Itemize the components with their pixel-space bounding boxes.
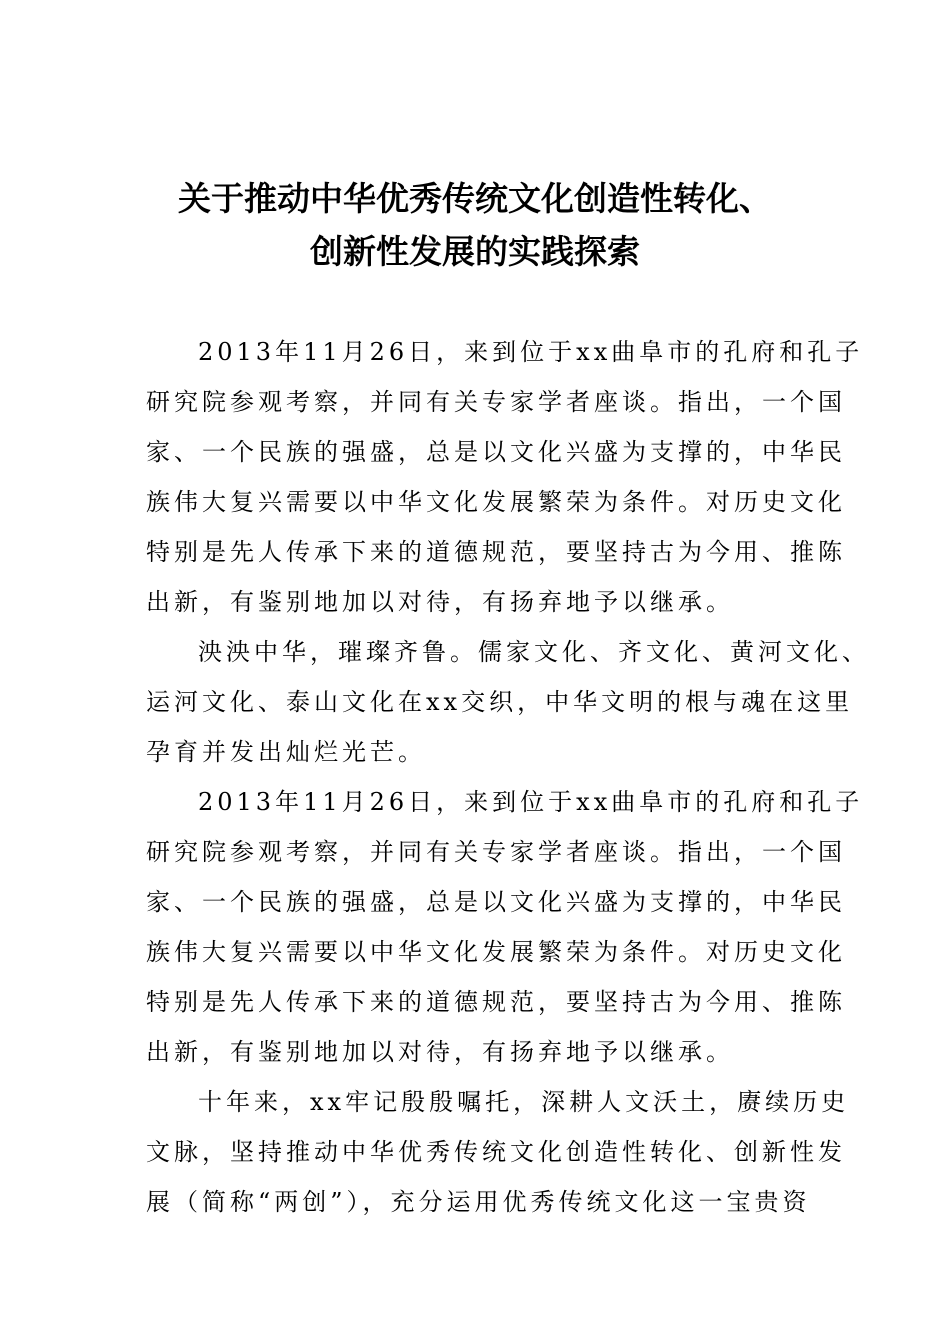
paragraph-line: 文脉，坚持推动中华优秀传统文化创造性转化、创新性发 bbox=[146, 1138, 846, 1166]
paragraph-line: 研究院参观考察，并同有关专家学者座谈。指出，一个国 bbox=[146, 388, 846, 416]
paragraph-line: 族伟大复兴需要以中华文化发展繁荣为条件。对历史文化 bbox=[146, 488, 846, 516]
document-body bbox=[146, 327, 870, 1227]
paragraph-line: 2013年11月26日，来到位于xx曲阜市的孔府和孔子 bbox=[198, 338, 864, 366]
paragraph-line: 出新，有鉴别地加以对待，有扬弃地予以继承。 bbox=[146, 588, 734, 616]
paragraph-line: 特别是先人传承下来的道德规范，要坚持古为今用、推陈 bbox=[146, 538, 846, 566]
paragraph-line: 特别是先人传承下来的道德规范，要坚持古为今用、推陈 bbox=[146, 988, 846, 1016]
paragraph-line: 家、一个民族的强盛，总是以文化兴盛为支撑的，中华民 bbox=[146, 888, 846, 916]
document-title bbox=[100, 172, 850, 278]
paragraph bbox=[146, 1077, 850, 1227]
paragraph bbox=[146, 327, 864, 627]
paragraph bbox=[146, 627, 870, 777]
paragraph-line: 出新，有鉴别地加以对待，有扬弃地予以继承。 bbox=[146, 1038, 734, 1066]
paragraph-line: 十年来，xx牢记殷殷嘱托，深耕人文沃土，赓续历史 bbox=[198, 1088, 850, 1116]
paragraph-line: 孕育并发出灿烂光芒。 bbox=[146, 738, 426, 766]
paragraph-line: 展（简称“两创”），充分运用优秀传统文化这一宝贵资 bbox=[146, 1188, 811, 1216]
title-line: 创新性发展的实践探索 bbox=[310, 232, 640, 271]
paragraph-line: 家、一个民族的强盛，总是以文化兴盛为支撑的，中华民 bbox=[146, 438, 846, 466]
paragraph-line: 研究院参观考察，并同有关专家学者座谈。指出，一个国 bbox=[146, 838, 846, 866]
paragraph-line: 族伟大复兴需要以中华文化发展繁荣为条件。对历史文化 bbox=[146, 938, 846, 966]
paragraph-line: 运河文化、泰山文化在xx交织，中华文明的根与魂在这里 bbox=[146, 688, 854, 716]
paragraph bbox=[146, 777, 864, 1077]
title-line: 关于推动中华优秀传统文化创造性转化、 bbox=[178, 179, 772, 218]
paragraph-line: 泱泱中华，璀璨齐鲁。儒家文化、齐文化、黄河文化、 bbox=[198, 638, 870, 666]
paragraph-line: 2013年11月26日，来到位于xx曲阜市的孔府和孔子 bbox=[198, 788, 864, 816]
